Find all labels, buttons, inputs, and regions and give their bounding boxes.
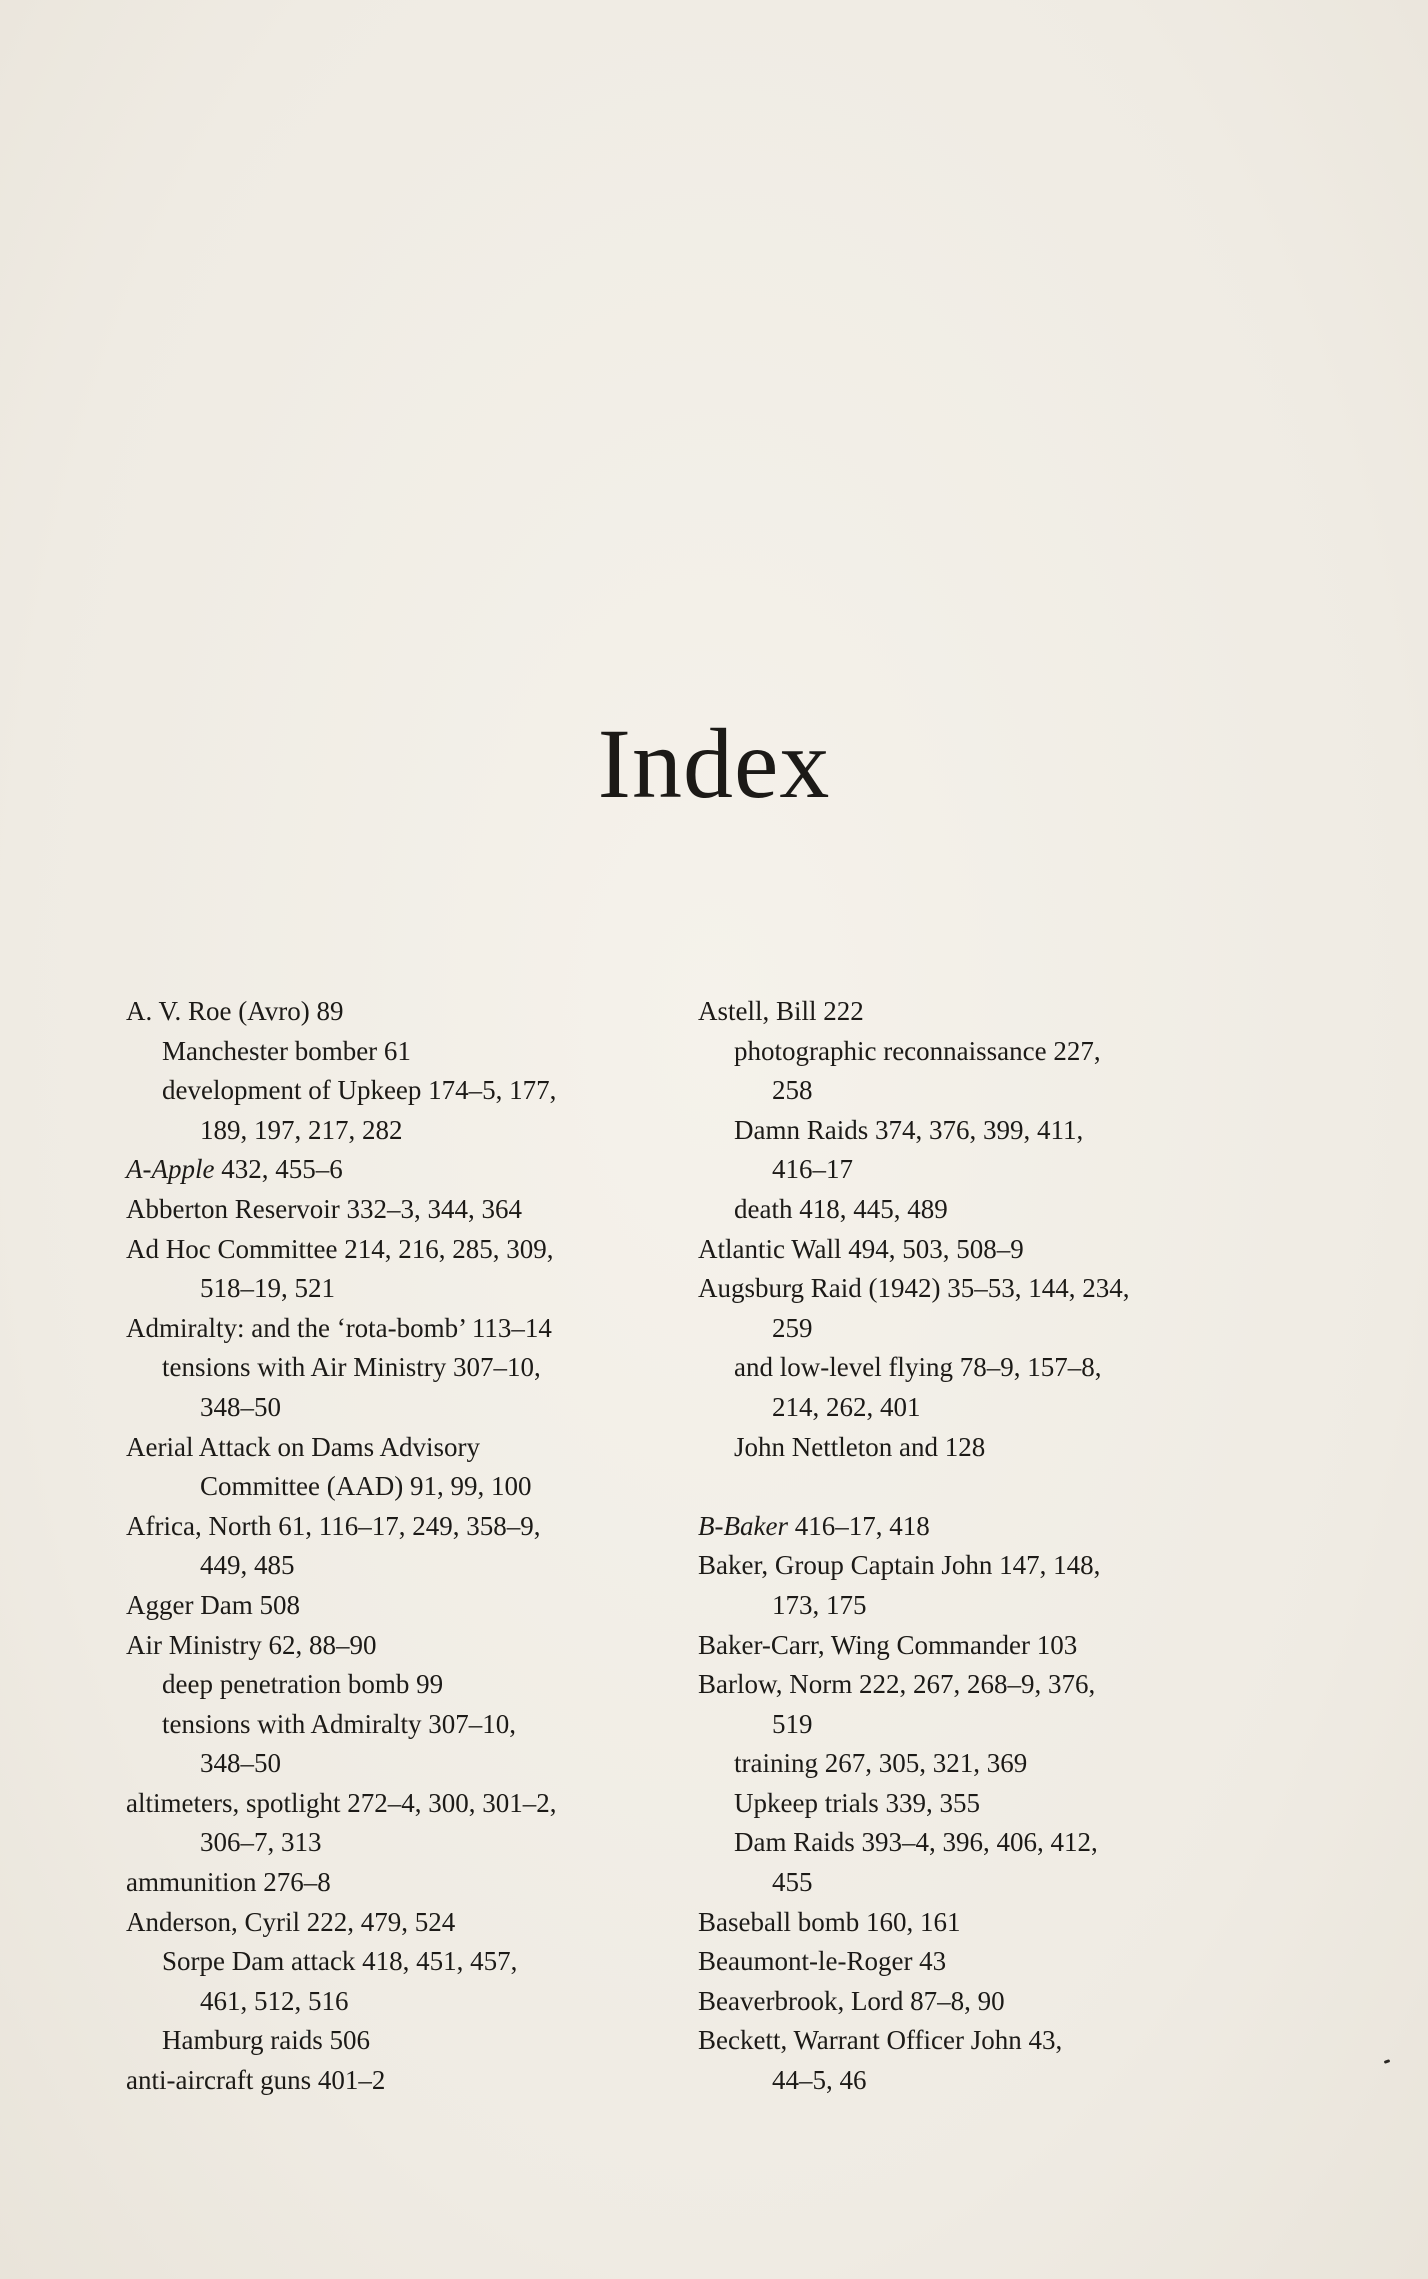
index-entry-text: Augsburg Raid (1942) 35–53, 144, 234, <box>698 1273 1130 1304</box>
index-entry <box>698 1823 1238 1863</box>
index-entry-text: 449, 485 <box>200 1550 295 1581</box>
index-column-left <box>126 992 666 2101</box>
index-entry-text: Hamburg raids 506 <box>162 2025 370 2056</box>
index-entry-text: Committee (AAD) 91, 99, 100 <box>200 1471 532 1502</box>
index-entry <box>698 992 1238 1032</box>
index-entry <box>698 1032 1238 1072</box>
index-entry <box>126 1190 666 1230</box>
index-entry <box>698 1665 1238 1705</box>
index-entry <box>126 1982 666 2022</box>
index-entry <box>698 2021 1238 2061</box>
index-entry-italic-term: B-Baker <box>698 1510 788 1541</box>
index-entry <box>698 1903 1238 1943</box>
index-entry <box>126 1348 666 1388</box>
index-entry <box>126 1269 666 1309</box>
index-entry <box>698 1784 1238 1824</box>
index-entry-italic-term: A-Apple <box>126 1154 215 1185</box>
index-entry <box>126 1071 666 1111</box>
index-column-right <box>698 992 1238 2101</box>
index-entry-text: Admiralty: and the ‘rota-bomb’ 113–14 <box>126 1312 552 1343</box>
index-entry <box>126 1507 666 1547</box>
index-entry-text: Beaverbrook, Lord 87–8, 90 <box>698 1985 1005 2016</box>
index-entry-text: Beckett, Warrant Officer John 43, <box>698 2025 1063 2056</box>
index-entry <box>126 1823 666 1863</box>
index-entry <box>698 1942 1238 1982</box>
index-entry <box>698 1546 1238 1586</box>
index-entry-text: Baker-Carr, Wing Commander 103 <box>698 1629 1078 1660</box>
index-entry-text: tensions with Air Ministry 307–10, <box>162 1352 541 1383</box>
index-entry <box>126 1388 666 1428</box>
index-entry-text: Africa, North 61, 116–17, 249, 358–9, <box>126 1510 541 1541</box>
index-entry <box>698 1230 1238 1270</box>
index-entry <box>126 992 666 1032</box>
index-entry <box>126 1626 666 1666</box>
index-entry-text: photographic reconnaissance 227, <box>734 1035 1101 1066</box>
index-entry <box>126 1586 666 1626</box>
index-entry-text: Baseball bomb 160, 161 <box>698 1906 961 1937</box>
index-entry <box>126 1467 666 1507</box>
index-entry <box>126 2061 666 2101</box>
index-entry <box>126 2021 666 2061</box>
page-title: Index <box>597 708 831 819</box>
index-entry <box>698 1309 1238 1349</box>
index-entry <box>126 1863 666 1903</box>
index-entry-text: Anderson, Cyril 222, 479, 524 <box>126 1906 456 1937</box>
index-entry-text: Ad Hoc Committee 214, 216, 285, 309, <box>126 1233 554 1264</box>
index-entry-text: 259 <box>772 1312 813 1343</box>
index-entry-text: training 267, 305, 321, 369 <box>734 1748 1028 1779</box>
index-entry <box>698 2061 1238 2101</box>
index-entry <box>698 1705 1238 1745</box>
index-entry-text: Baker, Group Captain John 147, 148, <box>698 1550 1101 1581</box>
index-entry-text: John Nettleton and 128 <box>734 1431 986 1462</box>
index-entry <box>126 1111 666 1151</box>
index-entry-text: 44–5, 46 <box>772 2065 867 2096</box>
index-entry-text: and low-level flying 78–9, 157–8, <box>734 1352 1102 1383</box>
index-entry <box>126 1546 666 1586</box>
index-entry-text: Manchester bomber 61 <box>162 1035 411 1066</box>
index-entry <box>698 1982 1238 2022</box>
index-entry-text: Abberton Reservoir 332–3, 344, 364 <box>126 1193 522 1224</box>
index-entry <box>126 1903 666 1943</box>
index-entry <box>698 1190 1238 1230</box>
index-entry-text: deep penetration bomb 99 <box>162 1669 444 1700</box>
index-entry-text: ammunition 276–8 <box>126 1867 331 1898</box>
index-entry-text: Sorpe Dam attack 418, 451, 457, <box>162 1946 518 1977</box>
index-entry-text: Damn Raids 374, 376, 399, 411, <box>734 1114 1084 1145</box>
index-entry <box>698 1863 1238 1903</box>
index-entry <box>698 1507 1238 1547</box>
index-entry-text: 416–17, 418 <box>787 1510 930 1541</box>
index-entry-text: Air Ministry 62, 88–90 <box>126 1629 377 1660</box>
index-entry <box>698 1428 1238 1468</box>
index-entry-text: 214, 262, 401 <box>772 1391 921 1422</box>
index-entry <box>698 1744 1238 1784</box>
index-entry-text: 519 <box>772 1708 813 1739</box>
index-entry-text: altimeters, spotlight 272–4, 300, 301–2, <box>126 1787 557 1818</box>
index-entry-text: Upkeep trials 339, 355 <box>734 1787 980 1818</box>
index-entry <box>126 1942 666 1982</box>
index-entry-text: Atlantic Wall 494, 503, 508–9 <box>698 1233 1024 1264</box>
index-entry-text: 258 <box>772 1075 813 1106</box>
index-entry <box>126 1230 666 1270</box>
index-entry-text: Aerial Attack on Dams Advisory <box>126 1431 480 1462</box>
index-entry <box>698 1071 1238 1111</box>
index-entry <box>126 1309 666 1349</box>
index-entry-text: Astell, Bill 222 <box>698 996 864 1026</box>
index-entry <box>126 1665 666 1705</box>
index-entry <box>698 1111 1238 1151</box>
index-entry <box>126 1784 666 1824</box>
index-entry <box>698 1388 1238 1428</box>
index-entry-text: Beaumont-le-Roger 43 <box>698 1946 947 1977</box>
index-entry <box>698 1150 1238 1190</box>
index-entry <box>126 1744 666 1784</box>
index-entry-text: Agger Dam 508 <box>126 1589 300 1620</box>
index-entry <box>698 1626 1238 1666</box>
index-entry-text: anti-aircraft guns 401–2 <box>126 2065 386 2096</box>
index-entry-text: development of Upkeep 174–5, 177, <box>162 1075 557 1106</box>
index-entry <box>126 1428 666 1468</box>
paper-speck <box>1384 2059 1391 2064</box>
index-entry-text: 432, 455–6 <box>214 1154 343 1185</box>
index-entry <box>698 1467 1238 1507</box>
index-entry-text: 348–50 <box>200 1748 281 1779</box>
index-entry-text: 518–19, 521 <box>200 1273 335 1304</box>
index-entry-text: tensions with Admiralty 307–10, <box>162 1708 516 1739</box>
index-entry <box>698 1269 1238 1309</box>
index-entry <box>698 1586 1238 1626</box>
index-entry-text: A. V. Roe (Avro) 89 <box>126 996 344 1026</box>
index-entry-text: 306–7, 313 <box>200 1827 322 1858</box>
index-entry-text: Dam Raids 393–4, 396, 406, 412, <box>734 1827 1098 1858</box>
index-entry <box>126 1705 666 1745</box>
index-entry-text: 455 <box>772 1867 813 1898</box>
index-entry-text: 461, 512, 516 <box>200 1985 349 2016</box>
index-entry <box>698 1348 1238 1388</box>
index-entry-text: 173, 175 <box>772 1589 867 1620</box>
index-entry <box>126 1150 666 1190</box>
index-entry-text: 189, 197, 217, 282 <box>200 1114 403 1145</box>
index-entry-text: Barlow, Norm 222, 267, 268–9, 376, <box>698 1669 1096 1700</box>
index-entry-text: 416–17 <box>772 1154 853 1185</box>
index-entry-text: 348–50 <box>200 1391 281 1422</box>
index-entry-text: death 418, 445, 489 <box>734 1193 948 1224</box>
index-entry <box>126 1032 666 1072</box>
